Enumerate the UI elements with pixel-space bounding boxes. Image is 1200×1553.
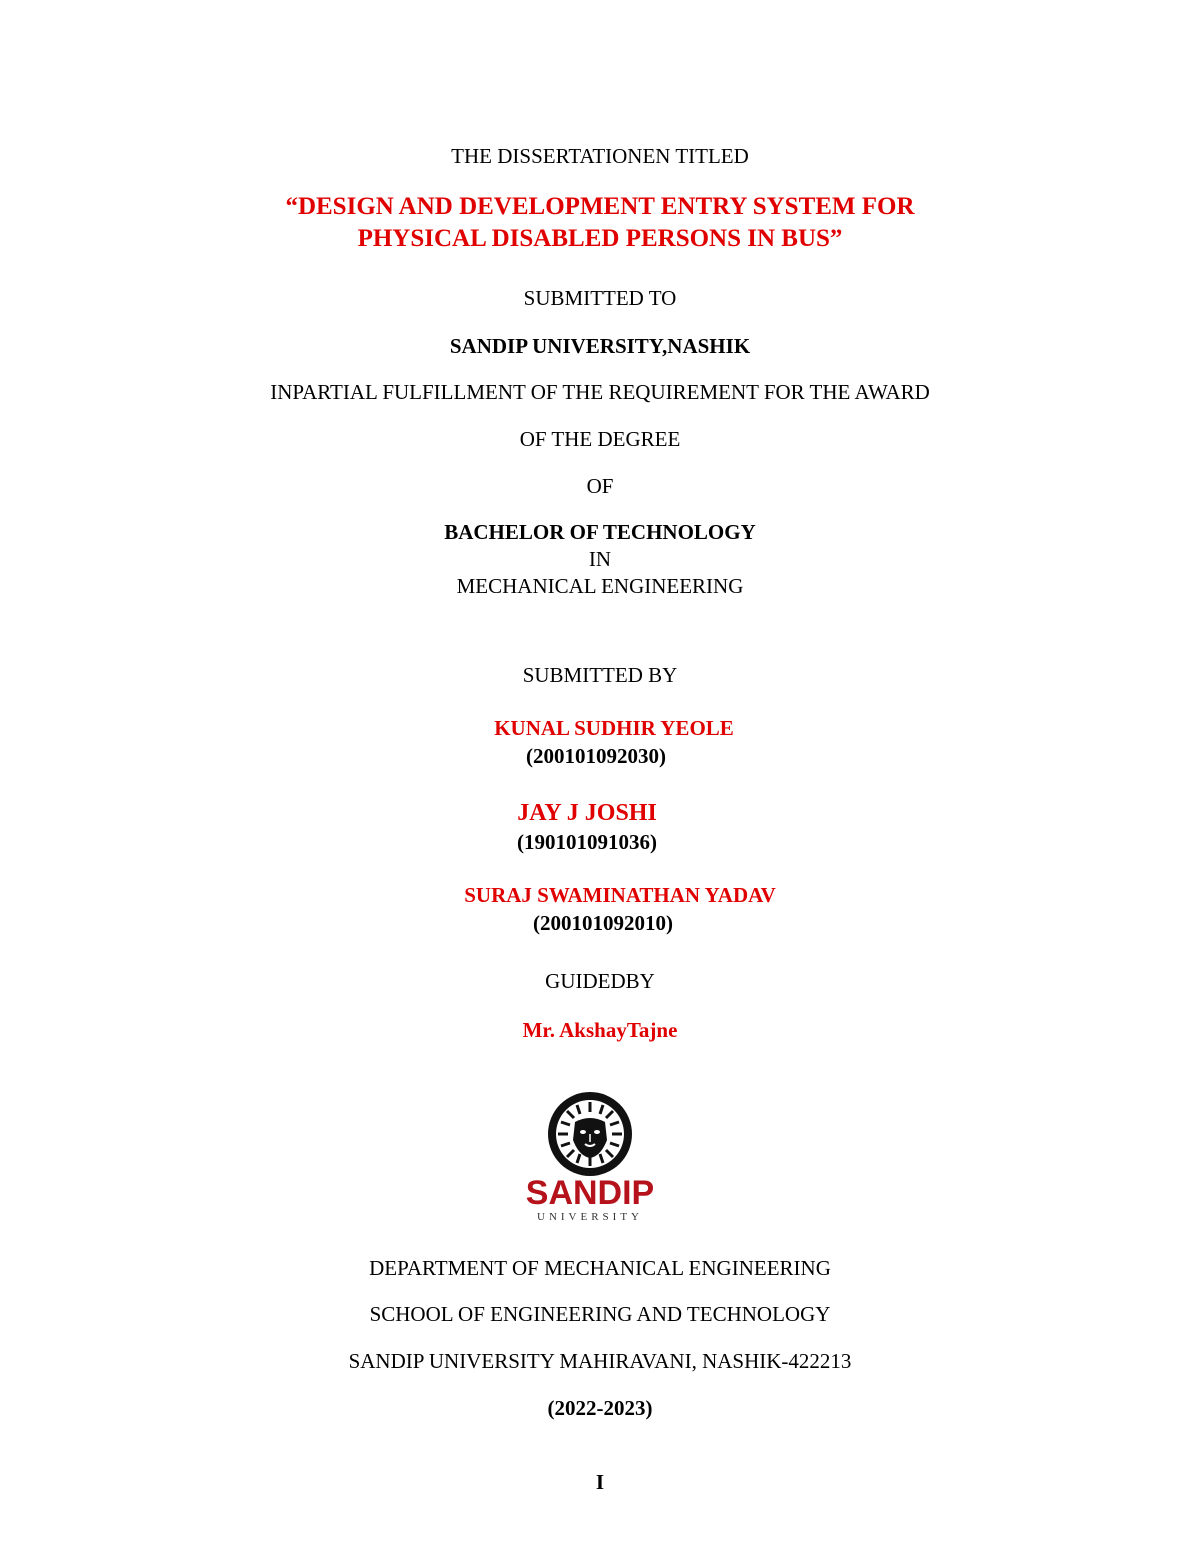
- student-name: SURAJ SWAMINATHAN YADAV: [464, 883, 776, 907]
- university-logo: [515, 1088, 665, 1228]
- submitted-to-label: SUBMITTED TO: [523, 286, 677, 310]
- heading: THE DISSERTATIONEN TITLED: [451, 144, 749, 168]
- fulfillment-text: INPARTIAL FULFILLMENT OF THE REQUIREMENT FOR THE AWARD: [270, 380, 930, 404]
- academic-year: (2022-2023): [547, 1396, 653, 1420]
- student-id: (190101091036): [517, 830, 657, 854]
- logo-wordmark: SANDIP: [525, 1174, 655, 1212]
- of-text: OF: [586, 474, 614, 498]
- title-line-1: “DESIGN AND DEVELOPMENT ENTRY SYSTEM FOR: [285, 193, 915, 220]
- guided-by-label: GUIDEDBY: [545, 969, 655, 993]
- student-id: (200101092010): [533, 911, 673, 935]
- department-name: DEPARTMENT OF MECHANICAL ENGINEERING: [369, 1256, 831, 1280]
- school-name: SCHOOL OF ENGINEERING AND TECHNOLOGY: [369, 1302, 831, 1326]
- student-id: (200101092030): [526, 744, 666, 768]
- guide-name: Mr. AkshayTajne: [522, 1018, 678, 1042]
- of-the-degree: OF THE DEGREE: [519, 427, 681, 451]
- submitted-by-label: SUBMITTED BY: [522, 663, 678, 687]
- lion-emblem-icon: [515, 1088, 665, 1228]
- in-text: IN: [588, 547, 612, 571]
- title-line-2: PHYSICAL DISABLED PERSONS IN BUS”: [357, 225, 843, 252]
- university-name: SANDIP UNIVERSITY,NASHIK: [449, 334, 751, 358]
- degree-name: BACHELOR OF TECHNOLOGY: [444, 520, 756, 544]
- university-address: SANDIP UNIVERSITY MAHIRAVANI, NASHIK-422213: [348, 1349, 852, 1373]
- page-number: I: [595, 1470, 605, 1494]
- logo-subword: UNIVERSITY: [537, 1211, 643, 1223]
- student-name: JAY J JOSHI: [517, 800, 657, 826]
- student-name: KUNAL SUDHIR YEOLE: [494, 716, 734, 740]
- branch-name: MECHANICAL ENGINEERING: [456, 574, 744, 598]
